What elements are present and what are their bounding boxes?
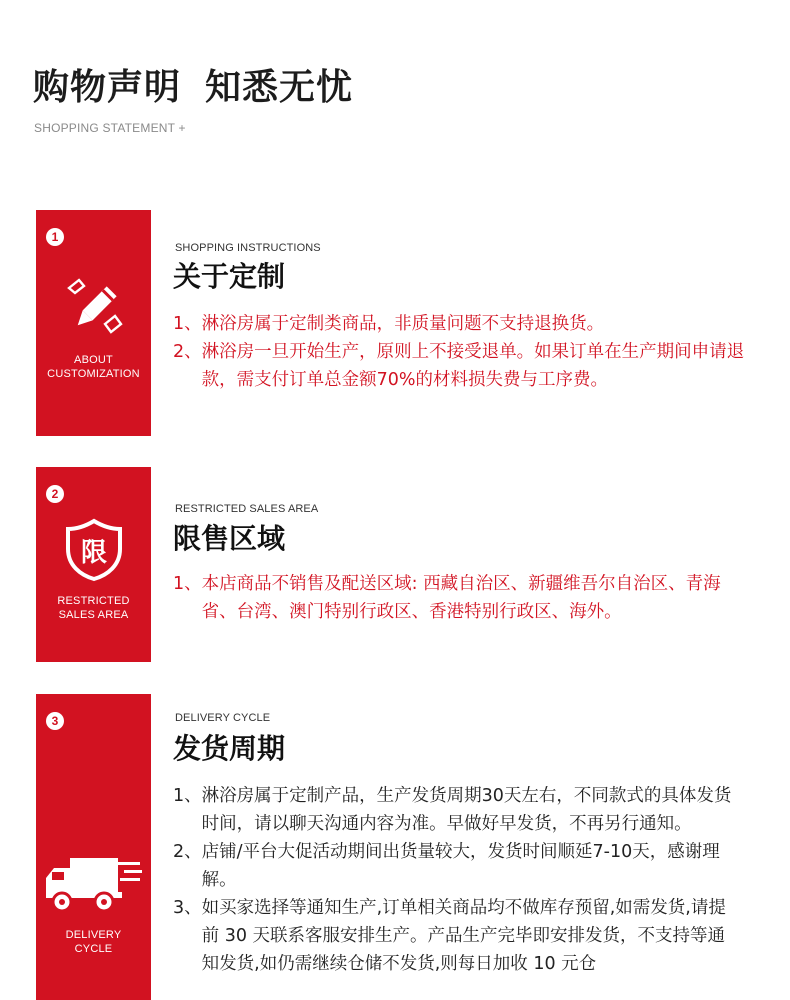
section-eng-heading: RESTRICTED SALES AREA	[175, 503, 319, 515]
restricted-shield-icon	[36, 517, 151, 583]
section-number-badge: 3	[46, 712, 64, 730]
pencil-edit-icon	[36, 276, 151, 342]
section-eng-heading: SHOPPING INSTRUCTIONS	[175, 242, 321, 254]
list-item: 1、 淋浴房属于定制产品，生产发货周期30天左右，不同款式的具体发货时间，请以聊天沟通内容为准。早做好早发货，不再另行通知。	[173, 786, 732, 834]
page-subtitle: SHOPPING STATEMENT +	[34, 121, 186, 135]
svg-text:限: 限	[80, 538, 107, 568]
list-item: 1、 本店商品不销售及配送区域: 西藏自治区、新疆维吾尔自治区、青海省、台湾、澳门特别行政区、香港特别行政区、海外。	[173, 574, 721, 622]
section-body	[173, 782, 733, 978]
section-card-label: RESTRICTED SALES AREA	[57, 595, 130, 621]
section-delivery-cycle	[0, 694, 790, 1000]
section-card-label: ABOUT CUSTOMIZATION	[47, 354, 140, 380]
section-body	[173, 310, 753, 394]
section-card	[36, 210, 151, 436]
list-item: 3、 如买家选择等通知生产,订单相关商品均不做库存预留,如需发货,请提前 30 天联系客服安排生产。产品生产完毕即安排发货，不支持等通知发货,如仍需继续仓储不发货,则每日加收 10 元仓	[173, 898, 726, 974]
section-restricted-area	[0, 467, 790, 662]
section-body	[173, 570, 733, 626]
section-number-badge: 2	[46, 485, 64, 503]
section-title: 关于定制	[173, 260, 286, 293]
section-number-badge: 1	[46, 228, 64, 246]
page-title-part1: 购物声明	[33, 67, 182, 108]
delivery-truck-icon	[36, 854, 151, 916]
list-item: 1、 淋浴房属于定制类商品，非质量问题不支持退换货。	[173, 314, 605, 334]
section-card	[36, 694, 151, 1000]
section-card-label: DELIVERY CYCLE	[65, 929, 122, 955]
section-title: 发货周期	[173, 732, 286, 765]
section-eng-heading: DELIVERY CYCLE	[175, 712, 271, 724]
page-title	[33, 66, 353, 110]
section-card	[36, 467, 151, 662]
section-title: 限售区域	[173, 522, 286, 555]
section-customization	[0, 210, 790, 436]
list-item: 2、 淋浴房一旦开始生产，原则上不接受退单。如果订单在生产期间申请退款，需支付订单总金额70%的材料损失费与工序费。	[173, 342, 745, 390]
page-title-part2: 知悉无忧	[205, 67, 354, 108]
list-item: 2、 店铺/平台大促活动期间出货量较大，发货时间顺延7-10天，感谢理解。	[173, 842, 720, 890]
